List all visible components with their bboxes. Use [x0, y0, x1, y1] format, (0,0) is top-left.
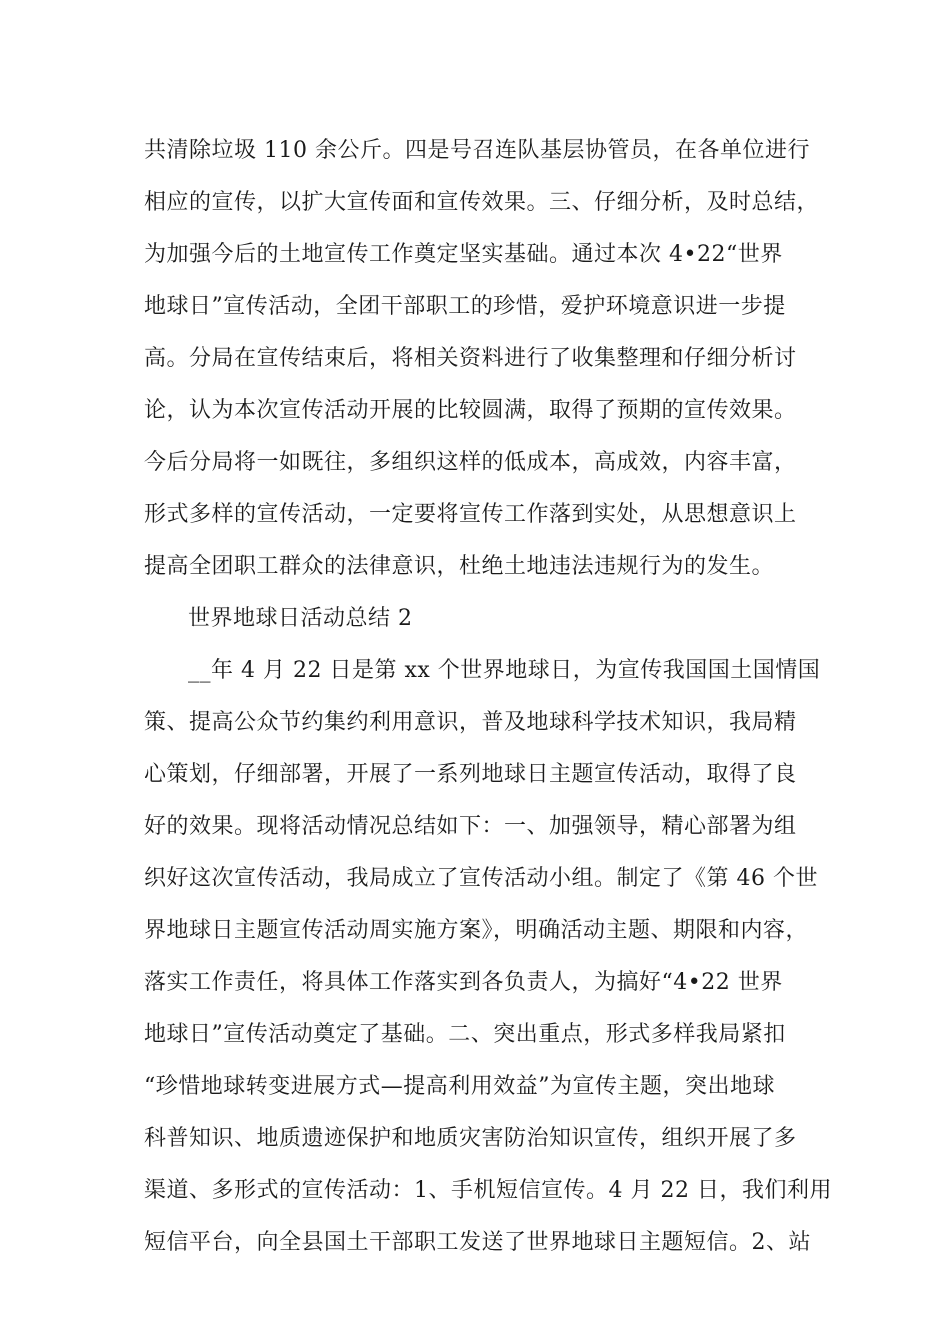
paragraph-1-line: 论，认为本次宣传活动开展的比较圆满，取得了预期的宣传效果。 [144, 398, 797, 423]
paragraph-2-line: 短信平台，向全县国土干部职工发送了世界地球日主题短信。2、站 [144, 1230, 811, 1255]
paragraph-1-line: 高。分局在宣传结束后，将相关资料进行了收集整理和仔细分析讨 [144, 346, 797, 371]
paragraph-2-line: 心策划，仔细部署，开展了一系列地球日主题宣传活动，取得了良 [144, 762, 797, 787]
paragraph-2-line: 策、提高公众节约集约利用意识，普及地球科学技术知识，我局精 [144, 710, 797, 735]
paragraph-2-line: 地球日”宣传活动奠定了基础。二、突出重点，形式多样我局紧扣 [144, 1022, 786, 1047]
paragraph-2-line: 科普知识、地质遗迹保护和地质灾害防治知识宣传，组织开展了多 [144, 1126, 797, 1151]
paragraph-1-line: 形式多样的宣传活动，一定要将宣传工作落到实处，从思想意识上 [144, 502, 797, 527]
document-body [144, 125, 832, 1269]
paragraph-1-line: 相应的宣传，以扩大宣传面和宣传效果。三、仔细分析，及时总结， [144, 190, 820, 215]
section-title: 世界地球日活动总结 2 [188, 606, 413, 631]
paragraph-2-line: __年 4 月 22 日是第 xx 个世界地球日，为宣传我国国土国情国 [188, 658, 821, 683]
paragraph-1-line: 提高全团职工群众的法律意识，杜绝土地违法违规行为的发生。 [144, 554, 775, 579]
paragraph-2-line: “珍惜地球转变进展方式—提高利用效益”为宣传主题，突出地球 [144, 1074, 775, 1099]
paragraph-2-line: 好的效果。现将活动情况总结如下：一、加强领导，精心部署为组 [144, 814, 797, 839]
paragraph-1-line: 地球日”宣传活动，全团干部职工的珍惜，爱护环境意识进一步提 [144, 294, 786, 319]
paragraph-2-line: 渠道、多形式的宣传活动：1、手机短信宣传。4 月 22 日，我们利用 [144, 1178, 832, 1203]
paragraph-2-line: 织好这次宣传活动，我局成立了宣传活动小组。制定了《第 46 个世 [144, 866, 818, 891]
paragraph-2-line: 落实工作责任，将具体工作落实到各负责人，为搞好“4•22 世界 [144, 970, 783, 995]
paragraph-1-line: 共清除垃圾 110 余公斤。四是号召连队基层协管员，在各单位进行 [144, 138, 810, 163]
paragraph-1-line: 为加强今后的土地宣传工作奠定坚实基础。通过本次 4•22“世界 [144, 242, 783, 267]
paragraph-1-line: 今后分局将一如既往，多组织这样的低成本，高成效，内容丰富， [144, 450, 797, 475]
paragraph-2-line: 界地球日主题宣传活动周实施方案》，明确活动主题、期限和内容， [144, 918, 809, 943]
